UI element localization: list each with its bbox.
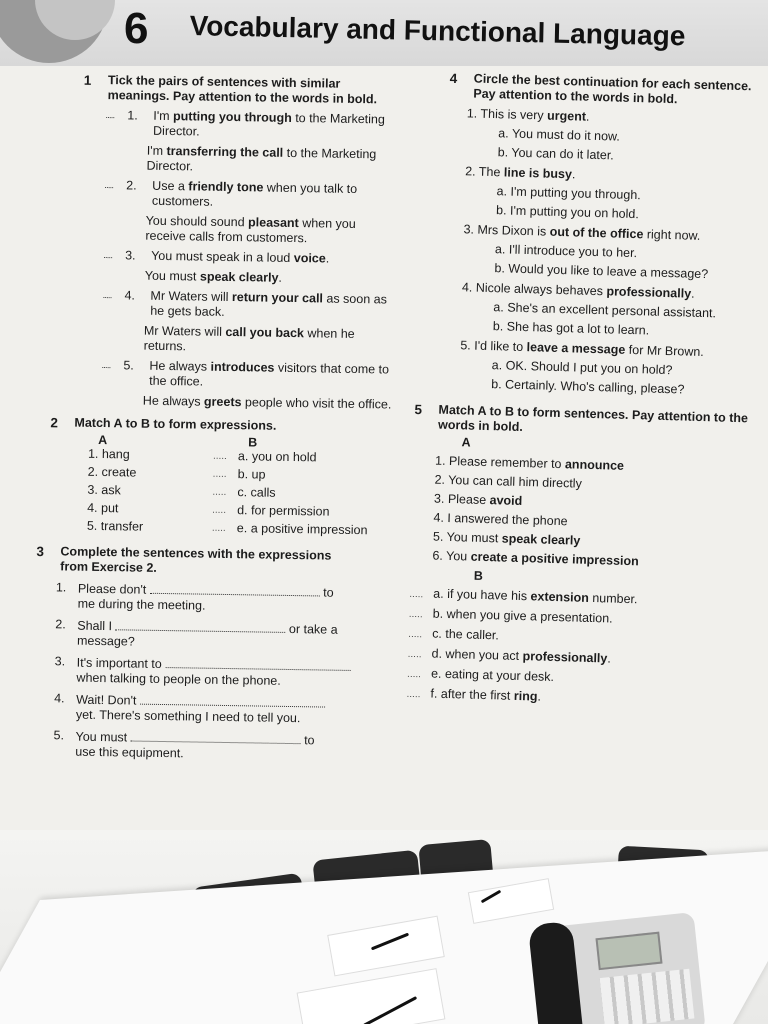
exercise-4-items — [441, 106, 764, 400]
ex1-item — [41, 177, 418, 248]
tick-blank[interactable]: ..... — [105, 110, 115, 122]
exercise-3 — [33, 544, 412, 765]
text-segment: You must — [144, 268, 201, 284]
column-a-item: 4. put — [87, 500, 119, 516]
text-segment: He always — [142, 393, 205, 409]
exercise-1 — [79, 73, 420, 413]
item-number: 1. — [55, 580, 67, 595]
answer-option[interactable]: b. She has got a lot to learn. — [492, 319, 650, 338]
sentence-end: to — [319, 585, 334, 600]
text-segment: introduces — [210, 359, 275, 375]
answer-option[interactable]: a. I'm putting you through. — [496, 184, 641, 203]
ex3-item — [53, 728, 409, 765]
sentence-continuation: message? — [76, 633, 135, 649]
text-segment: friendly tone — [188, 179, 264, 195]
text-segment: speak clearly — [199, 269, 279, 285]
text-segment: voice — [293, 251, 326, 266]
text-segment: people who visit the office. — [241, 395, 392, 412]
text-segment: . — [571, 167, 576, 182]
text-segment: 4. I answered the phone — [433, 510, 568, 529]
sentence-b — [145, 269, 395, 288]
text-segment: pleasant — [247, 215, 299, 231]
text-segment: out of the office — [549, 224, 644, 242]
text-segment: avoid — [489, 493, 523, 509]
text-segment: 5. You must — [432, 529, 502, 546]
ex1-item — [39, 357, 416, 413]
text-segment: . — [585, 109, 590, 124]
sentence-start: Shall I — [77, 618, 116, 634]
answer-blank[interactable] — [165, 656, 350, 671]
exercise-number: 1 — [83, 72, 92, 88]
column-a-header: A — [98, 432, 108, 448]
item-number: 4. — [124, 288, 136, 303]
tick-blank[interactable]: ..... — [102, 290, 112, 302]
answer-option[interactable]: b. Would you like to leave a message? — [494, 261, 709, 282]
text-segment: You must speak in a loud — [151, 248, 294, 266]
text-segment: a. if you have his — [433, 586, 531, 604]
column-a-item: 1. hang — [87, 446, 130, 462]
sentence-end: to — [300, 733, 315, 748]
sentence-start: Wait! Don't — [76, 692, 140, 708]
exercise-instruction: Complete the sentences with the expressions from Exercise 2. — [60, 544, 332, 575]
meeting-room-photo — [0, 830, 768, 1024]
text-segment: . — [278, 270, 283, 285]
phone-keypad — [600, 969, 695, 1024]
answer-blank[interactable] — [131, 730, 301, 745]
exercise-instruction: Match A to B to form expressions. — [74, 415, 277, 433]
column-b-header: B — [473, 568, 484, 583]
text-segment: . — [690, 286, 695, 301]
sentence-continuation: me during the meeting. — [77, 596, 206, 613]
ex4-question — [461, 280, 759, 341]
text-segment: number. — [588, 590, 638, 607]
sentence-end: or take a — [285, 621, 338, 637]
text-segment: . — [537, 689, 542, 704]
exercise-instruction: Tick the pairs of sentences with similar meanings. Pay attention to the words in bold. — [107, 73, 378, 107]
text-segment: speak clearly — [501, 531, 581, 548]
match-blank[interactable]: ..... — [406, 668, 422, 681]
text-segment: e. eating at your desk. — [430, 666, 555, 684]
unit-title: Vocabulary and Functional Language — [189, 10, 686, 52]
text-segment: Mr Waters will — [150, 288, 233, 305]
column-b-item: b. up — [237, 467, 266, 482]
text-segment: Mr Waters will — [143, 323, 226, 339]
unit-number: 6 — [124, 4, 149, 53]
column-b-item: d. for permission — [237, 503, 330, 519]
phone-handset — [528, 921, 585, 1024]
column-a-header: A — [461, 435, 471, 450]
exercise-instruction: Match A to B to form sentences. Pay attention to the words in bold. — [437, 402, 749, 435]
exercise-number: 5 — [414, 401, 423, 418]
item-number: 5. — [53, 728, 65, 743]
item-number: 5. — [460, 338, 475, 353]
text-segment: You should sound — [145, 213, 249, 230]
answer-option[interactable]: a. OK. Should I put you on hold? — [491, 358, 673, 378]
text-segment: 6. You — [432, 548, 471, 564]
item-number: 2. — [464, 164, 480, 179]
sentence-start: It's important to — [76, 655, 166, 672]
text-segment: c. the caller. — [431, 626, 500, 643]
exercise-number: 4 — [449, 70, 458, 87]
text-segment: . — [607, 651, 612, 666]
text-segment: create a positive impression — [470, 549, 639, 569]
item-number: 3. — [54, 654, 66, 669]
column-a-item: 3. ask — [87, 482, 121, 498]
answer-option[interactable]: a. I'll introduce you to her. — [494, 242, 638, 261]
column-a-item: 5. transfer — [86, 518, 144, 534]
column-b-item: e. a positive impression — [236, 521, 368, 538]
ex3-item — [55, 617, 411, 654]
exercise-instruction: Circle the best continuation for each sentence. Pay attention to the words in bold. — [473, 71, 752, 107]
text-segment: when you receive calls from customers. — [145, 216, 356, 246]
ex1-item — [41, 247, 418, 288]
text-segment: when you talk to customers. — [151, 180, 358, 209]
text-segment: for Mr Brown. — [625, 342, 704, 360]
text-segment: f. after the first — [430, 686, 515, 703]
text-segment: to the Marketing Director. — [152, 110, 385, 139]
tick-blank[interactable]: ..... — [104, 180, 114, 192]
ex4-question — [459, 338, 757, 399]
exercise-4 — [441, 71, 765, 400]
item-number: 2. — [55, 617, 66, 632]
text-segment: extension — [530, 589, 590, 605]
sentence-a — [153, 109, 403, 143]
text-segment: 1. Please remember to — [434, 453, 566, 472]
text-segment: ring — [513, 688, 538, 704]
sentence-b — [144, 324, 394, 358]
column-a-item: 2. create — [87, 464, 137, 480]
exercise-number: 2 — [50, 415, 59, 431]
match-blank[interactable]: ..... — [409, 588, 424, 601]
answer-option[interactable]: a. She's an excellent personal assistant. — [493, 300, 717, 321]
sentence-continuation: use this equipment. — [75, 744, 184, 761]
answer-option[interactable]: a. You must do it now. — [498, 126, 621, 144]
text-segment: putting you through — [172, 109, 292, 125]
sentence-a — [152, 179, 402, 213]
tick-blank[interactable]: ..... — [101, 360, 111, 372]
text-segment: professionally — [606, 284, 692, 301]
match-blank[interactable]: ..... — [408, 628, 423, 641]
sentence-continuation: yet. There's something I need to tell you. — [75, 707, 301, 726]
ex1-item — [42, 107, 419, 178]
ex3-item — [54, 654, 410, 691]
text-segment: when he returns. — [143, 326, 355, 354]
exercise-number: 3 — [36, 544, 45, 560]
match-table — [67, 432, 415, 541]
text-segment: visitors that come to the office. — [149, 360, 390, 389]
match-blank[interactable]: ..... — [212, 486, 227, 498]
ex3-item — [54, 691, 410, 728]
answer-blank[interactable] — [150, 582, 320, 597]
text-segment: urgent — [546, 108, 587, 124]
item-number: 1. — [127, 108, 138, 123]
text-segment: I'd like to — [474, 338, 527, 355]
phone-display — [596, 932, 663, 971]
text-segment: to the Marketing Director. — [146, 145, 377, 174]
item-number: 3. — [463, 222, 478, 237]
text-segment: call you back — [225, 324, 305, 341]
item-number: 2. — [126, 178, 137, 193]
exercise-5-column-b — [406, 586, 750, 711]
ex3-item — [56, 580, 412, 617]
text-segment: right now. — [643, 227, 701, 243]
exercise-5-column-a — [432, 454, 754, 573]
answer-blank[interactable] — [140, 693, 325, 708]
text-segment: Nicole always behaves — [475, 280, 607, 299]
item-number: 3. — [125, 248, 136, 263]
answer-option[interactable]: b. I'm putting you on hold. — [495, 203, 640, 222]
text-segment: 3. Please — [433, 491, 490, 508]
column-b-header: B — [248, 435, 258, 450]
column-b-item: c. calls — [237, 485, 276, 500]
sentence-a — [149, 359, 399, 393]
sentence-b — [146, 144, 396, 178]
text-segment: The — [478, 164, 505, 180]
text-segment: professionally — [522, 649, 608, 666]
item-number: 4. — [461, 280, 477, 295]
match-blank[interactable]: ..... — [212, 468, 227, 480]
ex4-question — [462, 222, 760, 283]
text-segment: as soon as he gets back. — [150, 291, 388, 319]
text-segment: I'm — [153, 108, 174, 124]
text-segment: transferring the call — [166, 143, 284, 160]
item-number: 1. — [466, 106, 481, 121]
text-segment: He always — [149, 358, 211, 374]
sentence-start: You must — [75, 729, 131, 745]
ex4-question — [464, 164, 762, 225]
ex1-item — [40, 287, 417, 358]
exercise-1-items — [39, 107, 420, 413]
tick-blank[interactable]: ..... — [103, 250, 113, 262]
desk-phone-image — [534, 912, 706, 1024]
match-blank[interactable]: ..... — [408, 608, 423, 621]
text-segment: d. when you act — [431, 646, 523, 664]
match-blank[interactable]: ..... — [211, 522, 226, 534]
sentence-start: Please don't — [77, 581, 150, 597]
item-number: 5. — [123, 358, 134, 373]
text-segment: . — [325, 251, 330, 266]
left-column — [29, 72, 423, 765]
sentence-a — [150, 289, 400, 323]
right-column — [402, 70, 765, 711]
text-segment: Mrs Dixon is — [477, 222, 550, 239]
text-segment: leave a message — [526, 340, 626, 357]
text-segment: Use a — [152, 178, 189, 194]
match-blank[interactable]: ..... — [212, 450, 227, 462]
item-number: 4. — [54, 691, 65, 706]
sentence-b — [143, 394, 393, 413]
text-segment: announce — [564, 457, 625, 473]
column-b-item: a. you on hold — [237, 449, 317, 465]
match-blank[interactable]: ..... — [212, 504, 227, 516]
text-segment: I'm — [146, 143, 167, 158]
exercise-3-items — [53, 580, 412, 765]
match-blank[interactable]: ..... — [406, 688, 421, 701]
match-rows — [67, 446, 414, 541]
answer-blank[interactable] — [115, 618, 285, 633]
match-blank[interactable]: ..... — [407, 648, 422, 661]
sentence-continuation: when talking to people on the phone. — [76, 670, 281, 688]
answer-option[interactable]: b. Certainly. Who's calling, please? — [491, 377, 685, 397]
text-segment: b. when you give a presentation. — [432, 606, 613, 626]
text-segment: greets — [203, 394, 242, 410]
answer-option[interactable]: b. You can do it later. — [497, 145, 614, 163]
exercise-2 — [49, 415, 415, 542]
text-segment: line is busy — [503, 165, 573, 182]
text-segment: 2. You can call him directly — [434, 472, 583, 491]
sentence-b — [145, 214, 395, 248]
sentence-a — [151, 249, 401, 268]
text-segment: return your call — [231, 290, 324, 306]
exercise-5 — [406, 402, 755, 711]
text-segment: This is very — [480, 106, 548, 123]
ex4-question — [466, 106, 764, 167]
